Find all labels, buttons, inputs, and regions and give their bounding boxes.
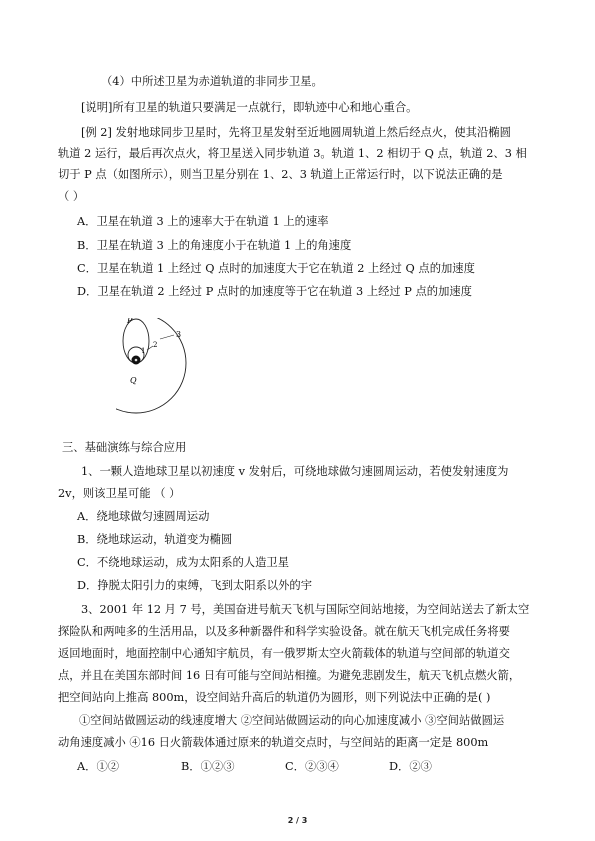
- earth-center: [135, 359, 138, 362]
- example-2-line: （ ）: [58, 190, 85, 203]
- example-2-option-a: A．卫星在轨道 3 上的速率大于在轨道 1 上的速率: [77, 215, 329, 228]
- q1-line: 1、一颗人造地球卫星以初速度 v 发射后，可绕地球做匀速圆周运动，若使发射速度为: [81, 465, 509, 478]
- q3-statements: 动角速度减小 ④16 日火箭载体通过原来的轨道交点时，与空间站的距离一定是 800m: [58, 736, 489, 749]
- q3-line: 把空间站向上推高 800m，设空间站升高后的轨道仍为圆形，则下列说法中正确的是( ): [58, 691, 491, 704]
- q3-statements: ①空间站做圆运动的线速度增大 ②空间站做圆运动的向心加速度减小 ③空间站做圆运: [79, 714, 505, 727]
- example-2-line: 切于 P 点（如图所示），则当卫星分别在 1、2、3 轨道上正常运行时，以下说法正确的是: [58, 168, 503, 181]
- section-3-title: 三、基础演练与综合应用: [62, 441, 187, 454]
- q1-option-d: D．挣脱太阳引力的束缚，飞到太阳系以外的宇: [77, 579, 312, 592]
- label-orbit-2: 2: [153, 341, 158, 349]
- example-2-line: 轨道 2 运行，最后再次点火，将卫星送入同步轨道 3。轨道 1、2 相切于 Q 点，轨道 2、3 相: [58, 147, 527, 160]
- q3-option-c: C．②③④: [285, 760, 339, 773]
- q1-option-b: B．绕地球运动，轨道变为椭圆: [77, 533, 233, 546]
- example-2-option-c: C．卫星在轨道 1 上经过 Q 点时的加速度大于它在轨道 2 上经过 Q 点的加速度: [77, 262, 475, 275]
- q1-line: 2v，则该卫星可能 （ ）: [58, 487, 181, 500]
- example-2-option-d: D．卫星在轨道 2 上经过 P 点时的加速度等于它在轨道 3 上经过 P 点的加速度: [77, 285, 472, 298]
- q1-option-c: C．不绕地球运动，成为太阳系的人造卫星: [77, 556, 289, 569]
- example-2-option-b: B．卫星在轨道 3 上的角速度小于在轨道 1 上的角速度: [77, 239, 352, 252]
- label-orbit-1: 1: [141, 347, 146, 355]
- label-p: P: [127, 318, 133, 325]
- label-q: Q: [130, 376, 137, 385]
- q3-option-a: A．①②: [77, 760, 120, 773]
- leader-line-3: [160, 335, 174, 339]
- q1-option-a: A．绕地球做匀速圆周运动: [77, 510, 210, 523]
- q3-option-b: B．①②③: [181, 760, 235, 773]
- q3-line: 探险队和两吨多的生活用品，以及多种新器件和科学实验设备。就在航天飞机完成任务将要: [58, 625, 510, 638]
- label-orbit-3: 3: [176, 330, 182, 339]
- page-number: 2 / 3: [287, 816, 308, 825]
- note-text: [说明]所有卫星的轨道只要满足一点就行，即轨迹中心和地心重合。: [81, 101, 418, 114]
- line-p4: （4）中所述卫星为赤道轨道的非同步卫星。: [101, 75, 323, 88]
- orbit-diagram: [116, 318, 196, 418]
- q3-line: 点，并且在美国东部时间 16 日有可能与空间站相撞。为避免悲剧发生，航天飞机点燃火箭，: [58, 669, 521, 682]
- q3-option-d: D．②③: [389, 760, 432, 773]
- q3-line: 返回地面时，地面控制中心通知宇航员，有一俄罗斯太空火箭载体的轨道与空间部的轨道交: [58, 647, 510, 660]
- q3-line: 3、2001 年 12 月 7 号，美国奋进号航天飞机与国际空间站地接，为空间站送去了新太空: [81, 603, 530, 616]
- example-2-line: [例 2] 发射地球同步卫星时，先将卫星发射至近地圆周轨道上然后经点火，使其沿椭圆: [81, 126, 511, 139]
